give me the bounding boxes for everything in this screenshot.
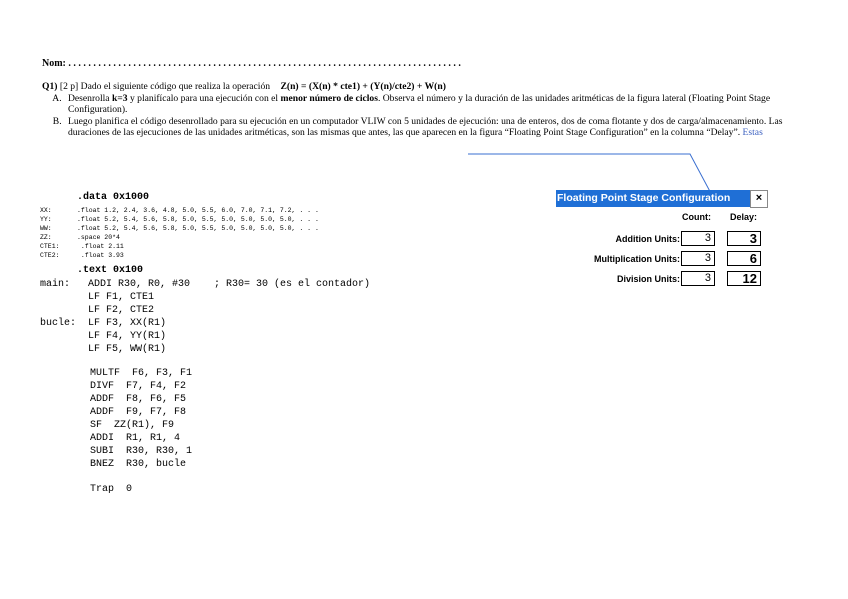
code-line: LF F1, CTE1 — [88, 292, 155, 303]
data-label: CTE2: — [40, 252, 60, 259]
data-label: ZZ: — [40, 234, 52, 241]
data-content: .float 5.2, 5.4, 5.6, 5.8, 5.0, 5.5, 5.0, 5.0, 5.0, 5.0, . . . — [77, 216, 319, 223]
data-content: .float 5.2, 5.4, 5.6, 5.8, 5.0, 5.5, 5.0, 5.0, 5.0, 5.0, . . . — [77, 225, 319, 232]
main-label: main: — [40, 279, 71, 290]
code-line: ADDI R1, R1, 4 — [90, 433, 181, 444]
code-line: LF F5, WW(R1) — [88, 344, 167, 355]
division-units-label: Division Units: — [616, 274, 680, 284]
code-line: LF F2, CTE2 — [88, 305, 155, 316]
code-line: ADDF F8, F6, F5 — [90, 394, 187, 405]
part-a-k: k=3 — [111, 92, 128, 104]
question-number: Q1) — [42, 81, 58, 92]
data-directive: .data 0x1000 — [77, 192, 150, 203]
part-b-tail: Estas — [742, 127, 763, 138]
name-field-line: Nom: . . . . . . . . . . . . . . . . . . . . . . . . . . . . . . . . . . . . . . . . . . . . . . . . . . . . . . . . . . . . . . . . . . . . . . . . . . . . . . . — [42, 58, 461, 69]
multiplication-count-field[interactable]: 3 — [681, 251, 715, 266]
part-a-bold: menor número de ciclos — [280, 92, 378, 104]
data-content: .space 20*4 — [77, 234, 120, 241]
code-line-trap: Trap 0 — [90, 484, 133, 495]
data-label: WW: — [40, 225, 52, 232]
data-content: .float 3.93 — [77, 252, 124, 259]
multiplication-units-label: Multiplication Units: — [594, 254, 680, 264]
code-line: DIVF F7, F4, F2 — [90, 381, 187, 392]
code-line: SUBI R30, R30, 1 — [90, 446, 193, 457]
bucle-instruction: LF F3, XX(R1) — [88, 318, 167, 329]
part-b-text: Luego planifica el código desenrollado para su ejecución en un computador VLIW con 5 unidades de ejecución: una de enteros, dos de coma flotante y dos de carga/almacenamiento. Las duraciones de las ejecuciones de las unidades aritméticas, son las mismas que antes, las que aparecen en la figura “Floating Point Stage Configuration” en la columna “Delay”. — [68, 115, 783, 138]
text-directive: .text 0x100 — [77, 265, 144, 276]
count-header: Count: — [682, 212, 711, 222]
division-delay-field[interactable]: 12 — [727, 271, 761, 286]
code-line: MULTF F6, F3, F1 — [90, 368, 193, 379]
part-a-text-3: . Observa el número y la duración de las unidades aritméticas de la figura lateral (Floating Point Stage Configuration). — [68, 92, 771, 115]
data-content: .float 2.11 — [77, 243, 124, 250]
multiplication-delay-field[interactable]: 6 — [727, 251, 761, 266]
division-count-field[interactable]: 3 — [681, 271, 715, 286]
part-a-text-1: Desenrolla — [68, 92, 110, 104]
addition-units-label: Addition Units: — [615, 234, 680, 244]
main-instruction: ADDI R30, R0, #30 ; R30= 30 (es el contador) — [88, 279, 371, 290]
data-content: .float 1.2, 2.4, 3.6, 4.8, 5.0, 5.5, 6.0, 7.0, 7.1, 7.2, . . . — [77, 207, 319, 214]
close-icon[interactable]: × — [750, 190, 768, 208]
delay-header: Delay: — [730, 212, 758, 222]
addition-delay-field[interactable]: 3 — [727, 231, 761, 246]
question-intro: Dado el siguiente código que realiza la operación — [80, 81, 271, 92]
question-points: [2 p] — [59, 81, 79, 92]
dialog-title: Floating Point Stage Configuration — [556, 190, 768, 207]
formula: Z(n) = (X(n) * cte1) + (Y(n)/cte2) + W(n) — [280, 81, 446, 92]
data-label: YY: — [40, 216, 52, 223]
code-line: LF F4, YY(R1) — [88, 331, 167, 342]
code-line: ADDF F9, F7, F8 — [90, 407, 187, 418]
bucle-label: bucle: — [40, 318, 77, 329]
fp-stage-config-dialog — [556, 190, 768, 290]
part-a-text-2: y planifícalo para una ejecución con el — [129, 92, 279, 104]
data-label: XX: — [40, 207, 52, 214]
code-line: SF ZZ(R1), F9 — [90, 420, 175, 431]
code-line: BNEZ R30, bucle — [90, 459, 187, 470]
data-label: CTE1: — [40, 243, 60, 250]
addition-count-field[interactable]: 3 — [681, 231, 715, 246]
